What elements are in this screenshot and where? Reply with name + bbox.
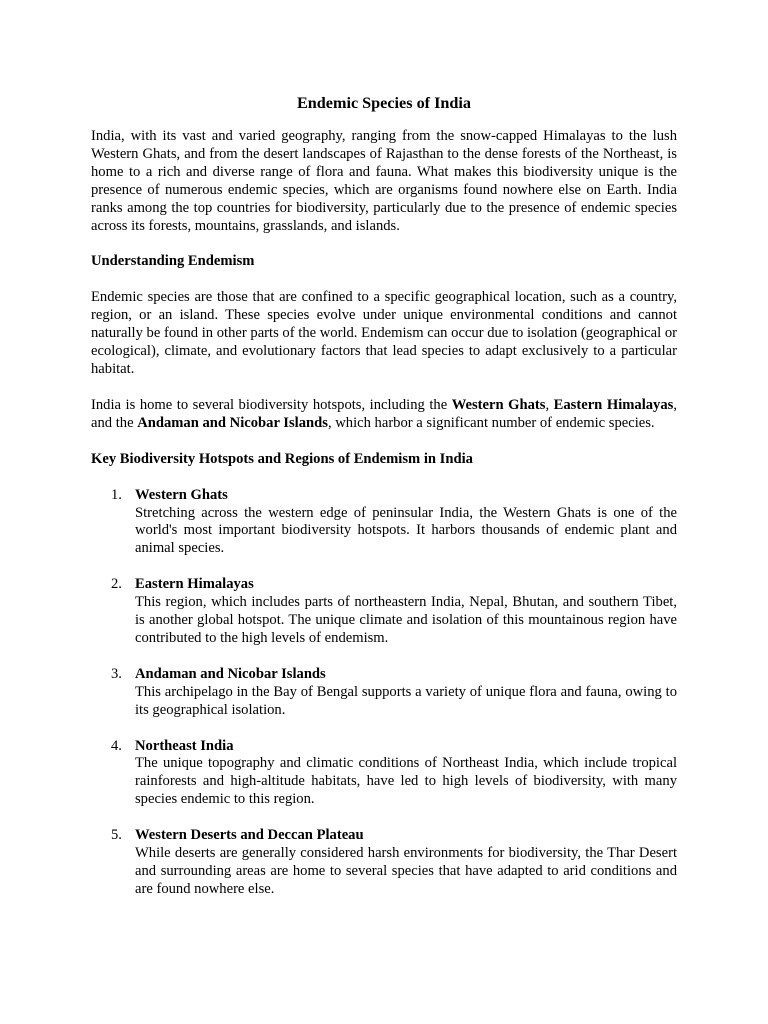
hotspots-text-start: India is home to several biodiversity hotspots, including the xyxy=(91,396,452,413)
hotspots-separator-1: , xyxy=(545,396,554,413)
hotspots-text-end: , which harbor a significant number of endemic species. xyxy=(327,414,655,431)
hotspot-list xyxy=(91,487,677,899)
list-item xyxy=(91,487,677,559)
list-item-number: 4. xyxy=(111,737,122,754)
list-item-title: Andaman and Nicobar Islands xyxy=(135,665,326,682)
list-item xyxy=(91,738,677,810)
list-item-description: This archipelago in the Bay of Bengal supports a variety of unique flora and fauna, owing to its geographical isolation. xyxy=(135,683,677,718)
hotspot-western-ghats: Western Ghats xyxy=(451,396,546,413)
hotspot-andaman-nicobar: Andaman and Nicobar Islands xyxy=(137,414,328,431)
hotspots-separator-2: , and the xyxy=(91,396,677,431)
list-item-title: Western Deserts and Deccan Plateau xyxy=(135,827,364,844)
document-title: Endemic Species of India xyxy=(296,94,472,112)
intro-paragraph: India, with its vast and varied geography, ranging from the snow-capped Himalayas to the lush Western Ghats, and from the desert landscapes of Rajasthan to the dense forests of the Northeast, is home to a rich and diverse range of flora and fauna. What makes this biodiversity unique is the presence of numerous endemic species, which are organisms found nowhere else on Earth. India ranks among the top countries for biodiversity, particularly due to the presence of endemic species across its forests, mountains, grasslands, and islands. xyxy=(91,128,677,234)
document-page xyxy=(91,93,677,917)
list-item-description: The unique topography and climatic conditions of Northeast India, which include tropical rainforests and high-altitude habitats, have led to high levels of biodiversity, with many species endemic to this region. xyxy=(135,755,677,808)
list-item-title: Western Ghats xyxy=(135,486,228,503)
hotspots-paragraph xyxy=(91,397,677,433)
list-item xyxy=(91,576,677,648)
list-item-description: While deserts are generally considered harsh environments for biodiversity, the Thar Desert and surrounding areas are home to several species that have adapted to arid conditions and are found nowhere else. xyxy=(135,845,677,897)
list-item-title: Northeast India xyxy=(135,737,234,754)
list-item xyxy=(91,827,677,899)
section-heading-key-hotspots: Key Biodiversity Hotspots and Regions of Endemism in India xyxy=(91,450,473,467)
list-item-description: This region, which includes parts of northeastern India, Nepal, Bhutan, and southern Tibet, is another global hotspot. The unique climate and isolation of this mountainous region have contributed to the high levels of endemism. xyxy=(135,594,677,646)
list-item-number: 3. xyxy=(111,665,122,682)
list-item-number: 1. xyxy=(111,486,122,503)
list-item-number: 5. xyxy=(111,827,122,844)
list-item-number: 2. xyxy=(111,576,122,593)
section-heading-understanding-endemism: Understanding Endemism xyxy=(91,253,255,270)
hotspot-eastern-himalayas: Eastern Himalayas xyxy=(553,396,674,413)
list-item-title: Eastern Himalayas xyxy=(135,576,254,593)
list-item xyxy=(91,666,677,720)
endemism-definition-paragraph: Endemic species are those that are confined to a specific geographical location, such as a country, region, or an island. These species evolve under unique environmental conditions and cannot naturally be found in other parts of the world. Endemism can occur due to isolation (geographical or ecological), climate, and evolutionary factors that lead species to adapt exclusively to a particular habitat. xyxy=(91,289,677,377)
list-item-description: Stretching across the western edge of peninsular India, the Western Ghats is one of the world's most important biodiversity hotspots. It harbors thousands of endemic plant and animal species. xyxy=(135,504,677,557)
